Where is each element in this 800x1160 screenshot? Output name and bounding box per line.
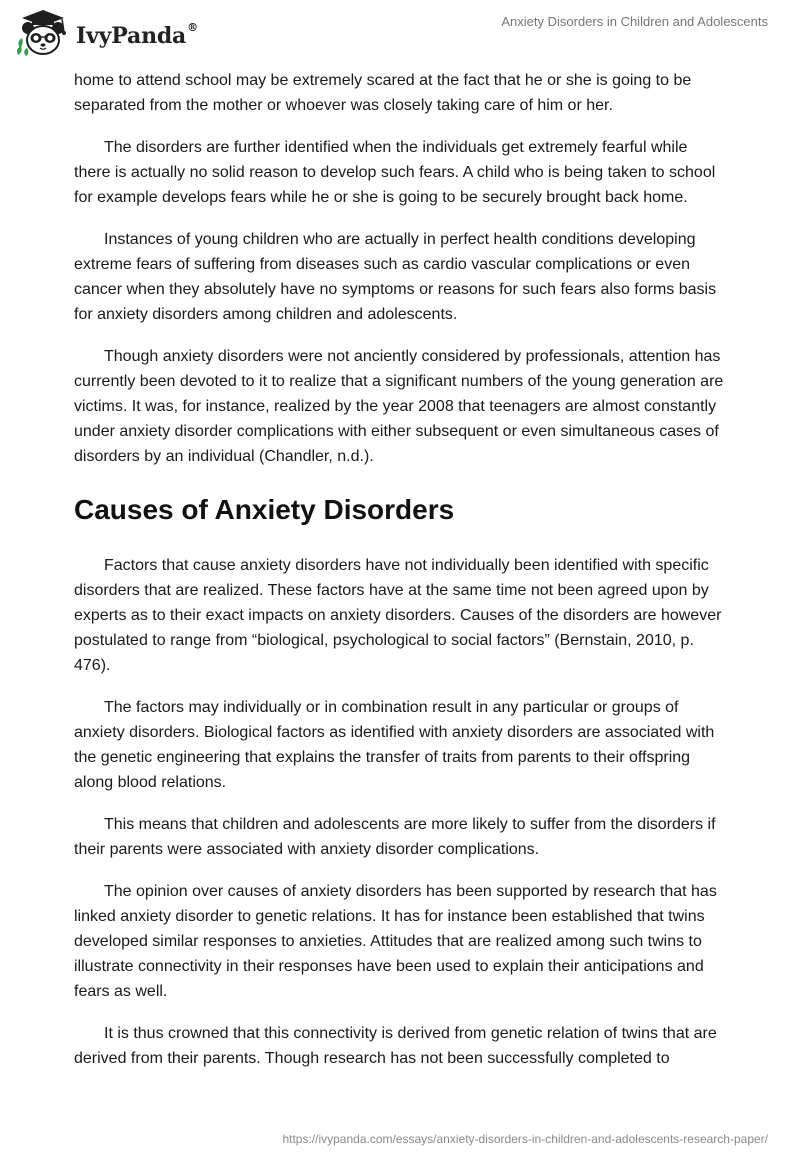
paragraph: It is thus crowned that this connectivity is derived from genetic relation of twins that are derived from their parents. Though research has not been successfully completed to: [74, 1025, 717, 1067]
paragraph: Factors that cause anxiety disorders have not individually been identified with specific disorders that are realized. These factors have at the same time not been agreed upon by experts as to their exact impacts on anxiety disorders. Causes of the disorders are however postulated to range from “biological, psychological to social factors” (Bernstain, 2010, p. 476).: [74, 557, 722, 674]
ivypanda-logo[interactable]: [14, 8, 198, 58]
paragraph: Instances of young children who are actually in perfect health conditions developing extreme fears of suffering from diseases such as cardio vascular complications or even cancer when they absolutely have no symptoms or reasons for such fears also forms basis for anxiety disorders among children and adolescents.: [74, 231, 717, 323]
running-title: Anxiety Disorders in Children and Adolescents: [501, 14, 768, 29]
section-heading: Causes of Anxiety Disorders: [74, 494, 455, 525]
paragraph: Though anxiety disorders were not anciently considered by professionals, attention has currently been devoted to it to realize that a significant numbers of the young generation are victims. It was, for instance, realized by the year 2008 that teenagers are almost constantly under anxiety disorder complications with either subsequent or even simultaneous cases of disorders by an individual (Chandler, n.d.).: [74, 348, 724, 465]
paragraph-continued: home to attend school may be extremely scared at the fact that he or she is going to be separated from the mother or whoever was closely taking care of him or her.: [74, 72, 692, 114]
paragraph: This means that children and adolescents are more likely to suffer from the disorders if their parents were associated with anxiety disorder complications.: [74, 816, 716, 858]
panda-graduate-icon: [14, 8, 72, 58]
registered-mark: ®: [187, 21, 198, 34]
source-url[interactable]: https://ivypanda.com/essays/anxiety-disorders-in-children-and-adolescents-research-paper/: [282, 1132, 768, 1146]
brand-name: IvyPanda®: [76, 21, 198, 49]
paragraph: The opinion over causes of anxiety disorders has been supported by research that has linked anxiety disorder to genetic relations. It has for instance been established that twins developed similar responses to anxieties. Attitudes that are realized among such twins to illustrate connectivity in their responses have been used to explain their anticipations and fears as well.: [74, 883, 717, 1000]
page-header: [0, 0, 800, 60]
paragraph: The disorders are further identified when the individuals get extremely fearful while there is actually no solid reason to develop such fears. A child who is being taken to school for example develops fears while he or she is going to be securely brought back home.: [74, 139, 716, 206]
paragraph: The factors may individually or in combination result in any particular or groups of anxiety disorders. Biological factors as identified with anxiety disorders are associated with the genetic engineering that explains the transfer of traits from parents to their offspring along blood relations.: [74, 699, 715, 791]
essay-content: [74, 68, 726, 1088]
